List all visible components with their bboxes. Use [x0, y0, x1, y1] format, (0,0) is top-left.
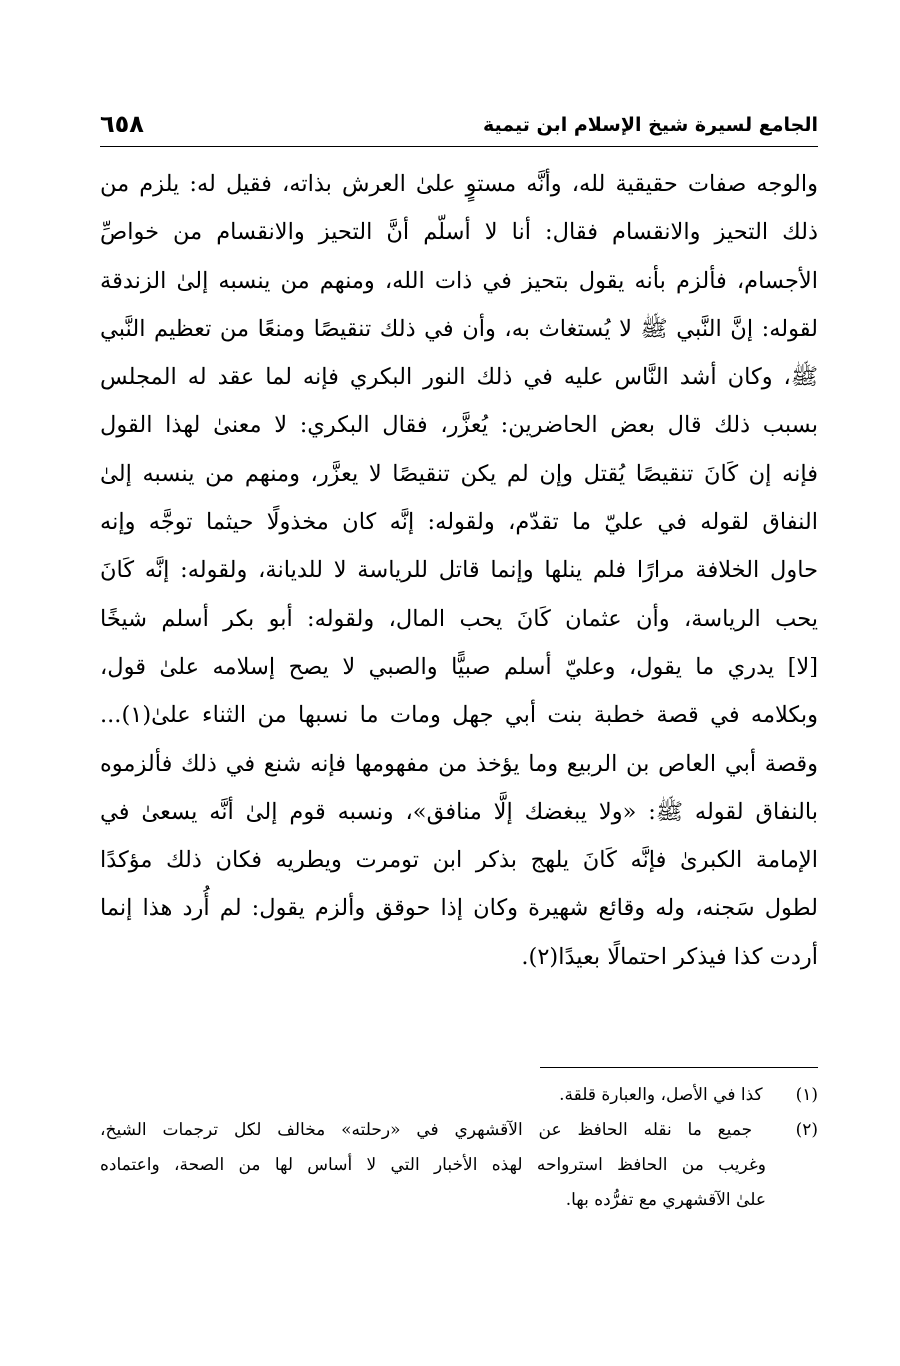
footnote-text: كذا في الأصل، والعبارة قلقة.: [559, 1085, 763, 1105]
footnote-marker: (١): [795, 1085, 818, 1105]
text-line: وقصة أبي العاص بن الربيع وما يؤخذ من مفهومها فإنه شنع في ذلك فألزموه: [100, 750, 818, 777]
footnote-2-continued: وغريب من الحافظ استرواحه لهذه الأخبار التي لا أساس لها من الصحة، واعتماده: [100, 1155, 766, 1175]
text-line: ذلك التحيز والانقسام فقال: أنا لا أسلّم أنَّ التحيز والانقسام من خواصِّ: [100, 219, 818, 246]
main-text: [100, 160, 818, 981]
footnote-1: [100, 1078, 818, 1113]
text-line: بسبب ذلك قال بعض الحاضرين: يُعزَّر، فقال البكري: لا معنىٰ لهذا القول: [100, 412, 818, 439]
page-number: ٦٥٨: [100, 110, 144, 138]
text-line: فإنه إن كَانَ تنقيصًا يُقتل وإن لم يكن تنقيصًا لا يعزَّر، ومنهم من ينسبه إلىٰ: [100, 460, 818, 487]
header-divider: [100, 146, 818, 147]
text-line: والوجه صفات حقيقية لله، وأنَّه مستوٍ علىٰ العرش بذاته، فقيل له: يلزم من: [100, 171, 818, 197]
page-header: [100, 110, 818, 144]
footnote-marker: (٢): [795, 1120, 818, 1140]
text-line: أردت كذا فيذكر احتمالًا بعيدًا(٢).: [521, 943, 818, 970]
footnote-2: [100, 1113, 818, 1148]
text-line: ﷺ، وكان أشد النَّاس عليه في ذلك النور البكري فإنه لما عقد له المجلس: [100, 364, 818, 391]
text-line: يحب الرياسة، وأن عثمان كَانَ يحب المال، ولقوله: أبو بكر أسلم شيخًا: [100, 605, 818, 632]
text-line: حاول الخلافة مرارًا فلم ينلها وإنما قاتل للرياسة لا للديانة، ولقوله: إنَّه كَانَ: [100, 557, 818, 584]
footnote-divider: [540, 1067, 818, 1068]
text-line: وبكلامه في قصة خطبة بنت أبي جهل ومات ما نسبها من الثناء علىٰ(١)...: [100, 702, 818, 729]
text-line: الأجسام، فألزم بأنه يقول بتحيز في ذات الله، ومنهم من ينسبه إلىٰ الزندقة: [100, 267, 818, 294]
running-title: الجامع لسيرة شيخ الإسلام ابن تيمية: [482, 114, 818, 136]
text-line: النفاق لقوله في عليّ ما تقدّم، ولقوله: إنَّه كان مخذولًا حيثما توجَّه وإنه: [100, 509, 818, 536]
text-line: [لا] يدري ما يقول، وعليّ أسلم صبيًّا والصبي لا يصح إسلامه علىٰ قول،: [100, 653, 818, 680]
text-line: لقوله: إنَّ النَّبي ﷺ لا يُستغاث به، وأن في ذلك تنقيصًا ومنعًا من تعظيم النَّبي: [100, 315, 818, 342]
footnotes: [100, 1078, 818, 1218]
footnote-2-continued: علىٰ الآقشهري مع تفرُّده بها.: [565, 1190, 766, 1210]
text-line: لطول سَجنه، وله وقائع شهيرة وكان إذا حوقق وألزم يقول: لم أُرد هذا إنما: [100, 895, 818, 922]
footnote-text: جميع ما نقله الحافظ عن الآقشهري في «رحلته» مخالف لكل ترجمات الشيخ،: [100, 1120, 753, 1140]
text-line: الإمامة الكبرىٰ فإنَّه كَانَ يلهج بذكر ابن تومرت ويطريه فكان ذلك مؤكدًا: [100, 847, 818, 874]
text-line: بالنفاق لقوله ﷺ: «ولا يبغضك إلَّا منافق»، ونسبه قوم إلىٰ أنَّه يسعىٰ في: [100, 798, 818, 825]
